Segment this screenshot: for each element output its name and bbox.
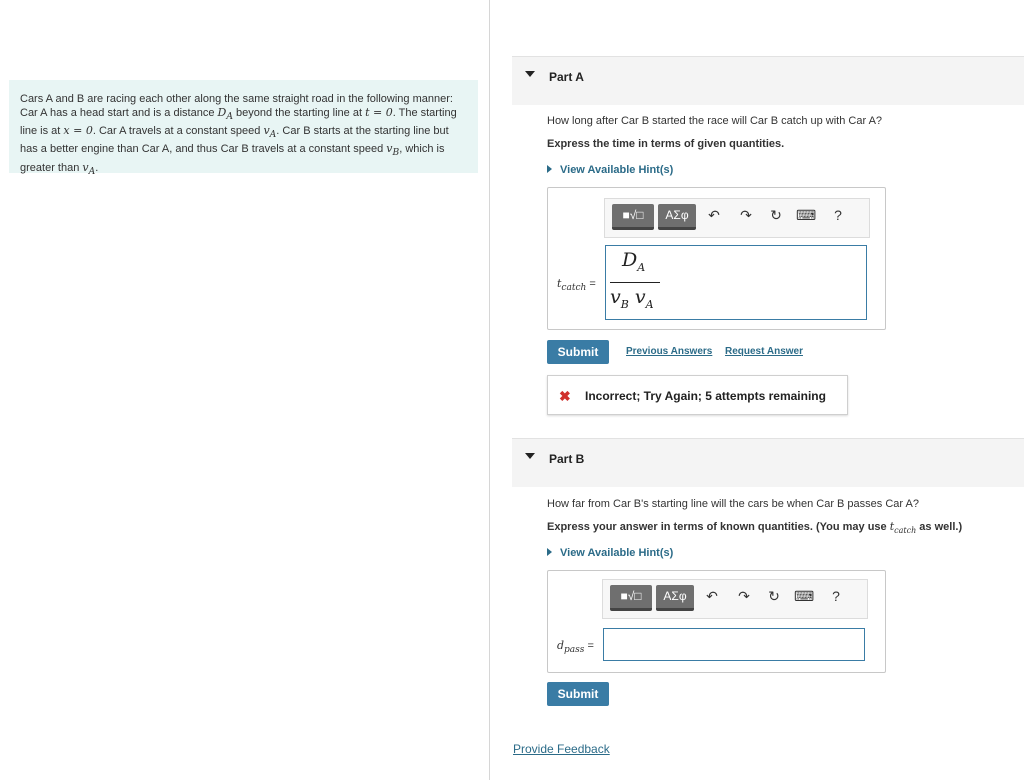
provide-feedback-link[interactable]: Provide Feedback [513, 742, 610, 756]
undo-icon[interactable]: ↶ [708, 207, 720, 223]
hint-label: View Available Hint(s) [560, 547, 674, 559]
greek-symbols-button[interactable]: ΑΣφ [656, 585, 694, 611]
part-b-answer-input[interactable] [603, 628, 865, 661]
intro-text: . Car A travels at a constant speed [92, 125, 264, 138]
part-a-answer-box [547, 187, 886, 330]
t-catch-label [557, 277, 596, 293]
part-b-submit-button[interactable]: Submit [547, 682, 609, 706]
keyboard-icon[interactable]: ⌨ [796, 207, 817, 223]
incorrect-x-icon: ✖ [559, 388, 571, 404]
greek-symbols-button[interactable]: ΑΣφ [658, 204, 696, 230]
part-a-title: Part A [549, 70, 584, 84]
reset-icon[interactable]: ↻ [768, 588, 780, 604]
expand-triangle-icon [547, 548, 552, 556]
intro-text: . Car B starts at the starting line but has a better engine than Car A, and thus Car B travels at a constant speed [20, 125, 449, 156]
help-icon[interactable]: ? [834, 207, 842, 223]
templates-button[interactable]: ■√□ [610, 585, 652, 611]
var-x0: x = 0 [63, 124, 93, 138]
intro-text: . [95, 161, 99, 174]
fraction-numerator: $D_A$ [622, 249, 646, 274]
part-b-answer-box [547, 570, 886, 673]
d-pass-label [557, 639, 594, 655]
redo-icon[interactable]: ↷ [738, 588, 750, 604]
problem-statement [9, 80, 478, 177]
var-vA: $v_A$ [263, 124, 277, 141]
var-d: $d_{pass}$ [557, 639, 585, 656]
equals-sign: = [589, 278, 596, 290]
help-icon[interactable]: ? [832, 588, 840, 604]
part-b-title: Part B [549, 452, 585, 466]
part-a-question: How long after Car B started the race will Car B catch up with Car A? [547, 115, 883, 127]
expand-triangle-icon [547, 165, 552, 173]
equals-sign: = [587, 640, 594, 652]
redo-icon[interactable]: ↷ [740, 207, 752, 223]
part-b-instruction: Express your answer in terms of known quantities. (You may use $t_{catch}$ as well.) [547, 520, 963, 536]
templates-button[interactable]: ■√□ [612, 204, 654, 230]
collapse-caret-icon[interactable] [525, 71, 535, 77]
fraction-denominator: $v_B$ $v_A$ [610, 286, 654, 311]
part-b-question: How far from Car B's starting line will the cars be when Car B passes Car A? [547, 498, 919, 510]
var-vA: $v_A$ [82, 160, 96, 177]
feedback-text: Incorrect; Try Again; 5 attempts remaining [585, 389, 826, 403]
intro-text: beyond the starting line at [232, 107, 366, 119]
fraction-bar [610, 282, 660, 283]
feedback-message [547, 375, 848, 415]
previous-answers-link[interactable]: Previous Answers [626, 346, 713, 357]
part-a-answer-input[interactable] [605, 245, 867, 320]
reset-icon[interactable]: ↻ [770, 207, 782, 223]
column-divider [489, 0, 490, 780]
part-b-header[interactable] [512, 438, 1024, 487]
math-toolbar [602, 579, 868, 619]
math-toolbar [604, 198, 870, 238]
var-t: $t_{catch}$ [557, 277, 587, 294]
part-a-instruction: Express the time in terms of given quantities. [547, 138, 785, 150]
keyboard-icon[interactable]: ⌨ [794, 588, 815, 604]
undo-icon[interactable]: ↶ [706, 588, 718, 604]
intro-text: . The starting line is at [20, 107, 457, 138]
var-vB: $v_B$ [386, 142, 400, 159]
part-a-hint-toggle[interactable] [547, 164, 673, 176]
part-a-submit-button[interactable]: Submit [547, 340, 609, 364]
hint-label: View Available Hint(s) [560, 164, 674, 176]
intro-text: , which is greater than [20, 143, 445, 174]
intro-text: Cars A and B are racing each other along the same straight road in the following manner: Car A has a head start and is a distance [20, 93, 453, 119]
collapse-caret-icon[interactable] [525, 453, 535, 459]
request-answer-link[interactable]: Request Answer [725, 346, 803, 357]
part-b-hint-toggle[interactable] [547, 547, 673, 559]
part-a-header[interactable] [512, 56, 1024, 105]
var-DA: $D_A$ [217, 106, 233, 123]
var-t0: t = 0 [365, 106, 393, 119]
